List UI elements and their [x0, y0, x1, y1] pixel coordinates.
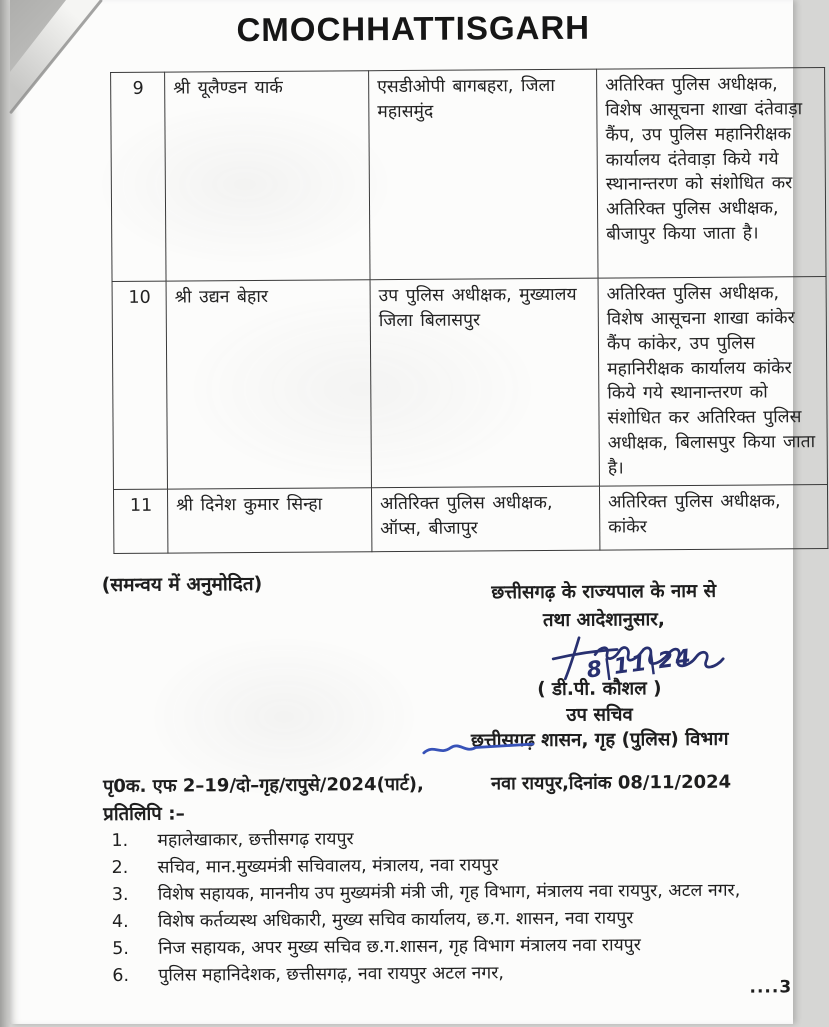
- officer-name-cell: श्री उद्यन बेहार: [166, 280, 371, 489]
- list-item: [112, 959, 748, 990]
- list-item-number: 2.: [111, 857, 129, 879]
- page-title: CMOCHHATTISGARH: [236, 8, 591, 49]
- current-post-cell: अतिरिक्त पुलिस अधीक्षक, ऑप्स, बीजापुर: [371, 486, 599, 552]
- signatory-department: छत्तीसगढ़ शासन, गृह (पुलिस) विभाग: [470, 728, 729, 752]
- current-post-cell: एसडीओपी बागबहरा, जिला महासमुंद: [369, 69, 598, 280]
- document-content: [10, 0, 816, 1027]
- list-item-number: 3.: [111, 884, 129, 906]
- reference-line: [103, 769, 775, 798]
- approval-note: (समन्वय में अनुमोदित): [101, 572, 263, 597]
- list-item-text: विशेष कर्तव्यस्थ अधिकारी, मुख्य सचिव कार्यालय, छ.ग. शासन, नवा रायपुर: [157, 908, 634, 932]
- list-item-text: विशेष सहायक, माननीय उप मुख्यमंत्री मंत्री जी, गृह विभाग, मंत्रालय नवा रायपुर, अटल नगर,: [157, 880, 741, 905]
- signatory-name: ( डी.पी. कौशल ): [537, 678, 662, 701]
- signatory-designation: उप सचिव: [566, 703, 633, 726]
- place-and-date: नवा रायपुर,दिनांक 08/11/2024: [490, 771, 732, 795]
- list-item-text: महालेखाकार, छत्तीसगढ़ रायपुर: [157, 829, 354, 851]
- transfer-order-table: [110, 67, 828, 554]
- table-row: [113, 484, 827, 553]
- officer-name-cell: श्री यूलैण्डन यार्क: [165, 71, 370, 281]
- document-page: [10, 0, 816, 1024]
- revised-post-cell: अतिरिक्त पुलिस अधीक्षक, विशेष आसूचना शाखा कांकेर कैंप कांकेर, उप पुलिस महानिरीक्षक कार्यालय कांकेर किये गये स्थानान्तरण को संशोधित कर अतिरिक्त पुलिस अधीक्षक, बिलासपुर किया जाता है।: [598, 277, 827, 486]
- list-item-text: पुलिस महानिदेशक, छत्तीसगढ़, नवा रायपुर अटल नगर,: [158, 963, 504, 986]
- page-number: ....3: [749, 977, 793, 998]
- signature-date: 8|11|24: [585, 645, 695, 684]
- serial-number-cell: 11: [113, 489, 167, 553]
- revised-post-cell: अतिरिक्त पुलिस अधीक्षक, विशेष आसूचना शाखा दंतेवाड़ा कैंप, उप पुलिस महानिरीक्षक कार्यालय दंतेवाड़ा किये गये स्थानान्तरण को संशोधित कर अतिरिक्त पुलिस अधीक्षक, बीजापुर किया जाता है।: [597, 68, 826, 279]
- signatory-block: [434, 675, 765, 754]
- authority-line-1: छत्तीसगढ़ के राज्यपाल के नाम से: [491, 580, 717, 604]
- copies-heading: प्रतिलिपि :–: [103, 803, 185, 826]
- authority-line-2: तथा आदेशानुसार,: [542, 609, 665, 632]
- reference-number: पृ0क. एफ 2–19/दो–गृह/रापुसे/2024(पार्ट),: [102, 773, 424, 798]
- revised-post-cell: अतिरिक्त पुलिस अधीक्षक, कांकेर: [599, 484, 827, 550]
- list-item-number: 5.: [112, 938, 129, 960]
- table-row: [111, 68, 826, 282]
- list-item-number: 4.: [111, 911, 129, 933]
- signatory-department-line: [435, 726, 765, 754]
- list-item-number: 6.: [112, 965, 130, 987]
- list-item-number: 1.: [111, 830, 129, 852]
- officer-name-cell: श्री दिनेश कुमार सिन्हा: [167, 487, 371, 552]
- copies-list: [111, 824, 748, 990]
- list-item-text: निज सहायक, अपर मुख्य सचिव छ.ग.शासन, गृह विभाग मंत्रालय नवा रायपुर: [158, 935, 641, 959]
- current-post-cell: उप पुलिस अधीक्षक, मुख्यालय जिला बिलासपुर: [370, 278, 599, 487]
- pen-scribble-icon: [421, 739, 539, 758]
- table-row: [112, 277, 827, 490]
- list-item-text: सचिव, मान.मुख्यमंत्री सचिवालय, मंत्रालय, नवा रायपुर: [157, 855, 499, 878]
- serial-number-cell: 10: [112, 281, 167, 489]
- serial-number-cell: 9: [111, 72, 166, 281]
